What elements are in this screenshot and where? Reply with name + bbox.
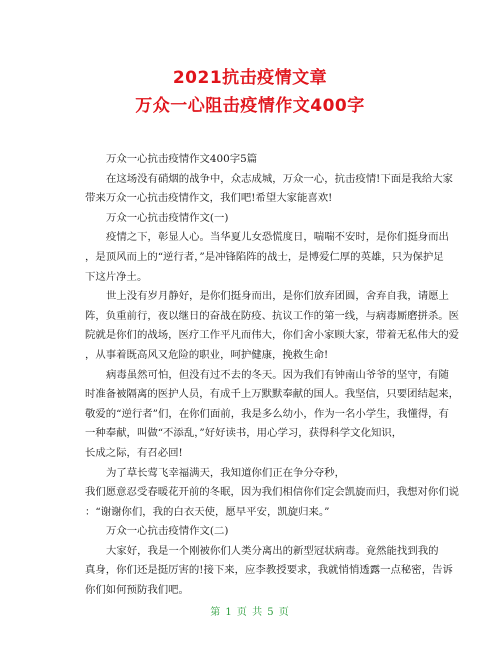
text-line: 下这片净土。 xyxy=(85,270,148,283)
text-line: 带来万众一心抗击疫情作文，我们吧!希望大家能喜欢! xyxy=(85,192,333,205)
text-line: 在这场没有硝烟的战争中，众志成城，万众一心，抗击疫情!下面是我给大家 xyxy=(106,172,454,185)
text-line: 大家好，我是一个刚被你们人类分离出的新型冠状病毒。竟然能找到我的 xyxy=(106,544,439,557)
text-line: 院就是你们的战场，医疗工作平凡而伟大，你们舍小家顾大家，带着无私伟大的爱 xyxy=(85,329,460,342)
text-line: 万众一心抗击疫情作文(二) xyxy=(106,525,229,538)
text-line: 阵，负重前行，夜以继日的奋战在防疫、抗议工作的第一线，与病毒厮磨拼杀。医 xyxy=(85,309,460,322)
text-line: 为了草长莺飞幸福满天，我知道你们正在争分夺秒， xyxy=(106,466,345,479)
text-line: 疫情之下，彰显人心。当华夏儿女恐慌度日，喘喘不安时，是你们挺身而出 xyxy=(106,231,449,244)
text-line: 病毒虽然可怕，但没有过不去的冬天。因为我们有钟南山爷爷的坚守，有随 xyxy=(106,368,449,381)
text-line: 一种奉献，叫做“不添乱，”好好读书，用心学习，获得科学文化知识， xyxy=(85,427,403,440)
text-line: 我们愿意忍受春暖花开前的冬眠，因为我们相信你们定会凯旋而归，我想对你们说 xyxy=(85,486,460,499)
text-line: 世上没有岁月静好，是你们挺身而出，是你们放弃团圆，舍弃自我，请愿上 xyxy=(106,290,449,303)
article-body xyxy=(85,150,460,601)
document-title: 2021抗击疫情文章 xyxy=(172,68,328,88)
text-line: 真身，你们还是挺厉害的!接下来，应李教授要求，我就悄悄透露一点秘密，告诉 xyxy=(85,564,453,577)
text-line: ，是顶风而上的“逆行者，”是冲锋陷阵的战士，是博爱仁厚的英雄，只为保护足 xyxy=(85,250,444,263)
text-line: 万众一心抗击疫情作文(一) xyxy=(106,211,229,224)
text-line: ：“谢谢你们，我的白衣天使，愿早平安，凯旋归来。” xyxy=(85,505,330,518)
text-line: 敬爱的“逆行者”们，在你们面前，我是多么幼小，作为一名小学生，我懂得，有 xyxy=(85,407,449,420)
text-line: 万众一心抗击疫情作文400字5篇 xyxy=(106,153,258,165)
text-line: ，从事着既高风又危险的职业，呵护健康，挽救生命! xyxy=(85,348,329,361)
text-line: 长成之际，有召必回! xyxy=(85,446,183,459)
text-line: 你们如何预防我们吧。 xyxy=(85,584,189,597)
document-subtitle: 万众一心阻击疫情作文400字 xyxy=(135,96,365,116)
text-line: 时准备被隔离的医护人员，有成千上万默默奉献的国人。我坚信，只要团结起来， xyxy=(85,388,460,401)
page-footer: 第 1 页 共 5 页 xyxy=(210,607,290,618)
